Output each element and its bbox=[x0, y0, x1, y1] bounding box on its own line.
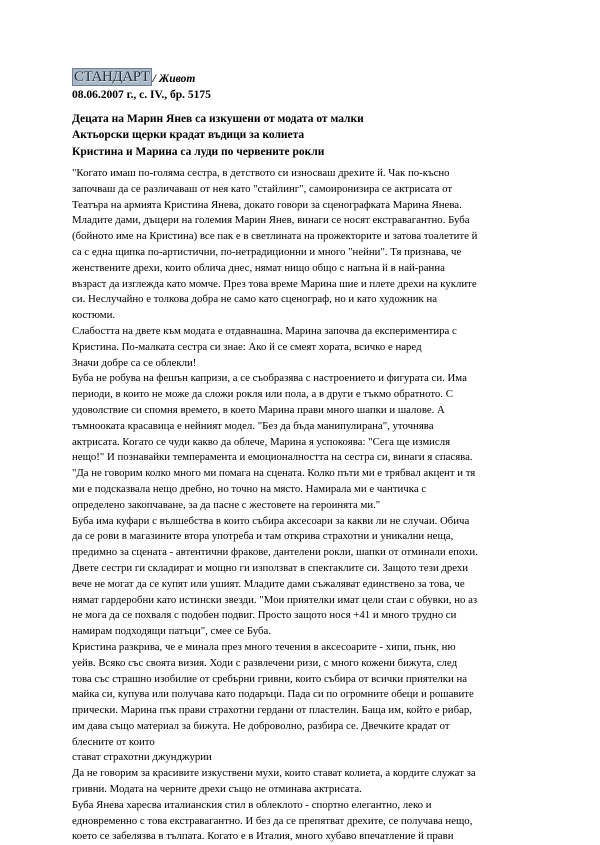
body-line: Да не говорим за красивите изкуствени мухи, които стават колиета, а кордите служат за bbox=[72, 767, 476, 780]
dateline: 08.06.2007 г., с. IV., бр. 5175 bbox=[72, 89, 211, 101]
body-line: започваш да се различаваш от нея като "стайлинг", самоиронизира се актрисата от bbox=[72, 182, 453, 195]
body-line: женствените дрехи, които облича днес, нямат нищо общо с напъна й в най-ранна bbox=[72, 261, 445, 274]
article-body bbox=[72, 166, 478, 845]
body-line: Значи добре са се облекли! bbox=[72, 356, 197, 369]
body-line: Кристина. По-малката сестра си знае: Ако й се смеят хората, всичко е наред bbox=[72, 340, 422, 353]
body-line: удоволствие си спомня времето, в което Марина прави много шапки и шалове. А bbox=[72, 403, 445, 416]
body-line: Слабостта на двете към модата е отдавнашна. Марина започва да експериментира с bbox=[72, 324, 457, 337]
body-line: възраст да изглежда като момче. През това време Марина шие и плете дрехи на куклите bbox=[72, 277, 477, 290]
section-label: / Живот bbox=[152, 73, 196, 85]
body-line: Театъра на армията Кристина Янева, докато говори за сценографката Марина Янева. bbox=[72, 198, 462, 211]
masthead bbox=[72, 66, 195, 86]
body-line: това със страшно изобилие от сребърни гривни, които събира от всички приятелки на bbox=[72, 672, 468, 685]
body-line: периоди, в които не може да сложи рокля или пола, а в други е тъкмо обратното. С bbox=[72, 388, 453, 401]
body-line: са с една щипка по-артистични, по-нетрадиционни и много "нейни". Тя признава, че bbox=[72, 245, 462, 258]
body-line: им дава също материал за бижута. Не доброволно, разбира се. Двечките крадат от bbox=[72, 719, 450, 732]
body-line: не мога да се похваля с подобен подвиг. Просто защото нося +41 и много трудно си bbox=[72, 609, 457, 622]
body-line: майка си, купува или получава като подаръци. Пада си по огромните обеци и рошавите bbox=[72, 688, 474, 701]
body-line: определено закопчаване, за да пасне с жестовете на героинята ми." bbox=[72, 498, 381, 511]
body-line: намирам подходящи патъци", смее се Буба. bbox=[72, 625, 272, 638]
body-line: блесните от които bbox=[72, 735, 155, 748]
body-line: вече не могат да се купят или ушият. Младите дами съжаляват единствено за това, че bbox=[72, 577, 465, 590]
body-line: уейв. Всяко със своята визия. Ходи с развлечени ризи, с много кожени бижута, след bbox=[72, 656, 458, 669]
body-line: едновременно с това екстравагантно. И без да се препятват дрехите, се получава нещо, bbox=[72, 814, 473, 827]
headline-main: Децата на Марин Янев са изкушени от модата от малки bbox=[72, 113, 364, 125]
body-line: предимно за сцената - автентични фракове, дантелени рокли, шапки от отминали епохи. bbox=[72, 546, 478, 559]
headlines bbox=[72, 111, 364, 160]
body-line: Младите дами, дъщери на големия Марин Янев, винаги се носят екстравагантно. Буба bbox=[72, 214, 470, 227]
body-line: стават страхотни джунджурии bbox=[72, 751, 212, 764]
body-line: прически. Марина пък прави страхотни гердани от пластелин. Баща им, който е рибар, bbox=[72, 704, 472, 717]
body-line: Двете сестри ги складират и мощно ги използват в спектаклите си. Защото тези дрехи bbox=[72, 561, 469, 574]
body-line: ми е подсказвала нещо дребно, но точно на място. Намирала ми е чантичка с bbox=[72, 482, 427, 495]
body-line: Буба Янева харесва италианския стил в облеклото - спортно елегантно, леко и bbox=[72, 798, 432, 811]
body-line: да се рови в магазините втора употреба и там открива страхотни и уникални неща, bbox=[72, 530, 454, 543]
headline-sub: Кристина и Марина са луди по червените рокли bbox=[72, 145, 325, 158]
body-line: (бойното име на Кристина) все пак е в светлината на прожекторите и затова тоалетите й bbox=[72, 230, 478, 243]
body-line: което се забелязва в тълпата. Когато е в Италия, много хубаво впечатление й прави bbox=[72, 830, 454, 843]
body-line: тъмнооката красавица е нейният модел. "Без да бъда манипулирана", уточнява bbox=[72, 419, 434, 432]
body-line: "Да не говорим колко много ми помага на сцената. Колко пъти ми е трябвал акцент и тя bbox=[72, 467, 476, 480]
body-line: нямат гардеробни като истински звезди. "Мои приятелки имат цели стаи с обувки, но аз bbox=[72, 593, 478, 606]
body-line: актрисата. Когато се чуди какво да облече, Марина я успокоява: "Сега ще измисля bbox=[72, 435, 451, 448]
body-line: Буба има куфари с вълшебства в които събира аксесоари за какви ли не случаи. Обича bbox=[72, 514, 470, 527]
body-line: си. Неслучайно е толкова добра не само като сценограф, но и като художник на bbox=[72, 293, 438, 306]
headline-sub: Актьорски щерки крадат въдици за колиета bbox=[72, 129, 305, 142]
body-line: Кристина разкрива, че е минала през много течения в аксесоарите - хипи, пънк, ню bbox=[72, 640, 456, 653]
body-line: Буба не робува на фешън капризи, а се съобразява с настроението и фигурата си. Има bbox=[72, 372, 467, 385]
body-line: "Когато имаш по-голяма сестра, в детството си износваш дрехите й. Чак по-късно bbox=[72, 167, 450, 179]
body-line: нещо!" И познавайки темпераментa и емоционалността на сестра си, винаги я спасява. bbox=[72, 451, 473, 464]
newspaper-logo: СТАНДАРТ bbox=[74, 69, 150, 85]
body-line: гривни. Модата на черните дрехи също не отминава актрисата. bbox=[72, 783, 362, 796]
body-line: костюми. bbox=[72, 309, 116, 322]
